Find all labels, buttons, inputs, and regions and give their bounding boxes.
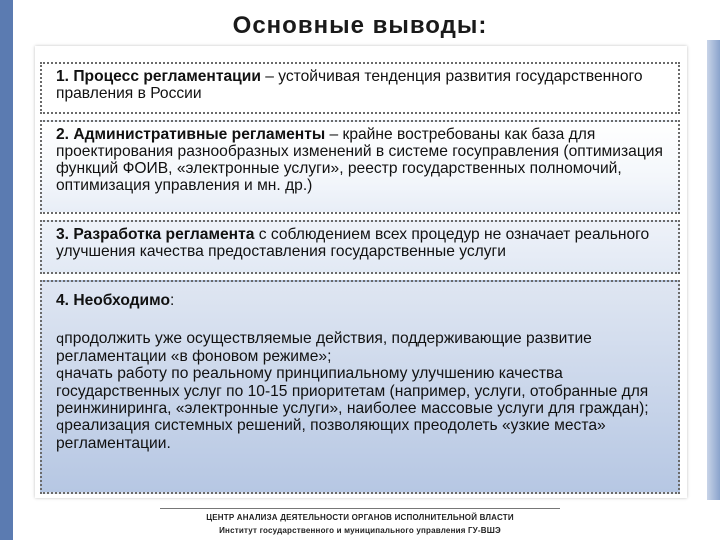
list-item: qначать работу по реальному принципиальному улучшению качества государственных услуг по 10-15 приоритетам (например, услуги, отобранные для реинжиниринга, «электронные услуги», наиболее массовые услуги для граждан); <box>56 365 649 417</box>
conclusion-3-heading: 3. Разработка регламента <box>56 226 255 243</box>
bullet-square-icon: q <box>56 419 65 434</box>
left-accent-band <box>0 0 13 540</box>
conclusion-box-3 <box>40 220 680 274</box>
footer-divider <box>160 508 560 509</box>
conclusion-2-text: – крайне востребованы как база для проектирования разнообразных изменений в системе госуправления (оптимизация функций ФОИВ, «электронные услуги», реестр государственных полномочий, оптимизация управления и мн. др.) <box>56 126 663 194</box>
list-item: qпродолжить уже осуществляемые действия, поддерживающие развитие регламентации «в фоновом режиме»; <box>56 330 592 365</box>
list-item: qреализация системных решений, позволяющих преодолеть «узкие места» регламентации. <box>56 417 606 452</box>
conclusion-1-heading: 1. Процесс регламентации <box>56 68 261 85</box>
conclusion-4-heading: 4. Необходимо <box>56 292 170 309</box>
right-accent-band <box>707 40 720 500</box>
conclusion-box-1 <box>40 62 680 114</box>
conclusion-4-header <box>56 292 668 309</box>
conclusion-box-2 <box>40 120 680 214</box>
conclusion-1-text: – устойчивая тенденция развития государственного правления в России <box>56 68 643 102</box>
conclusion-4-text: : <box>169 292 175 309</box>
bullet-square-icon: q <box>56 332 65 347</box>
conclusion-2-heading: 2. Административные регламенты <box>56 126 326 143</box>
slide-title: Основные выводы: <box>232 12 488 39</box>
action-list <box>56 330 668 452</box>
bullet-square-icon: q <box>56 367 65 382</box>
conclusion-3-text: с соблюдением всех процедур не означает реального улучшения качества предоставления государственные услуги <box>56 226 650 260</box>
footer-institute: Институт государственного и муниципального управления ГУ-ВШЭ <box>219 526 501 535</box>
footer-organization: ЦЕНТР АНАЛИЗА ДЕЯТЕЛЬНОСТИ ОРГАНОВ ИСПОЛНИТЕЛЬНОЙ ВЛАСТИ <box>206 513 514 522</box>
conclusion-box-4 <box>40 280 680 494</box>
